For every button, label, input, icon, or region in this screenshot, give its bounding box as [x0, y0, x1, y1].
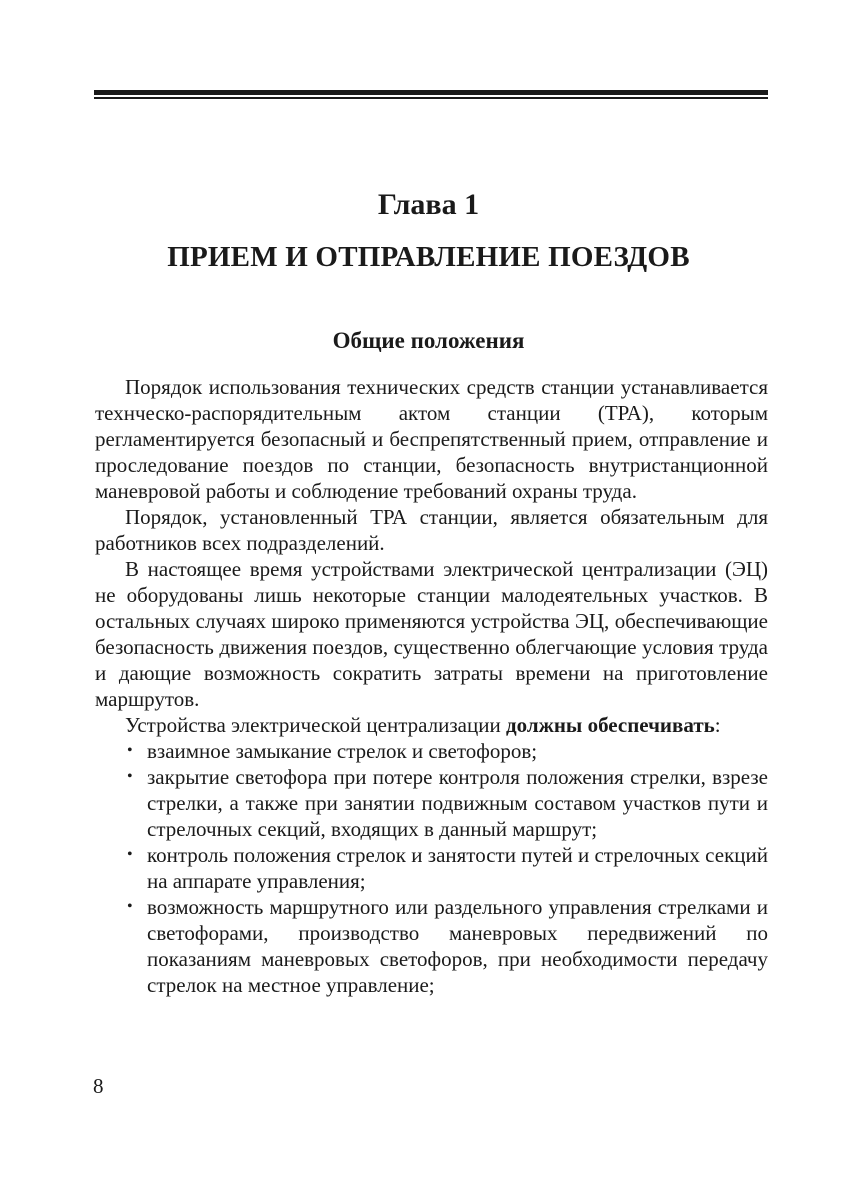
page-number: 8	[93, 1074, 104, 1098]
list-item-text: возможность маршрутного или раздельного управления стрелками и светофорами, производство маневровых передвижений по показаниям маневровых светофоров, при необходимости передачу стрелок на местное управление;	[147, 895, 768, 997]
bullet-icon: •	[127, 898, 133, 915]
requirements-list	[95, 738, 768, 998]
paragraph-ec-requirements	[95, 712, 768, 738]
bullet-icon: •	[127, 846, 133, 863]
section-title: Общие положения	[332, 328, 525, 353]
paragraph-tra-mandatory: Порядок, установленный ТРА станции, является обязательным для работников всех подразделений.	[95, 505, 768, 555]
lead-prefix: Устройства электрической централизации	[125, 713, 506, 737]
list-item	[95, 764, 768, 842]
header-rule-thick	[94, 90, 768, 95]
list-item-text: закрытие светофора при потере контроля положения стрелки, взрезе стрелки, а также при занятии подвижным составом участков пути и стрелочных секций, входящих в данный маршрут;	[147, 765, 768, 841]
body-text	[95, 374, 768, 998]
list-item	[95, 738, 768, 764]
bullet-icon: •	[127, 742, 133, 759]
bullet-icon: •	[127, 768, 133, 785]
list-item-text: контроль положения стрелок и занятости путей и стрелочных секций на аппарате управления;	[147, 843, 768, 893]
lead-suffix: :	[714, 713, 721, 737]
list-item-text: взаимное замыкание стрелок и светофоров;	[147, 739, 538, 763]
chapter-title: ПРИЕМ И ОТПРАВЛЕНИЕ ПОЕЗДОВ	[167, 241, 690, 273]
lead-bold: должны обеспечивать	[505, 713, 715, 737]
chapter-number: Глава 1	[377, 188, 480, 221]
header-rule-thin	[94, 97, 768, 99]
list-item	[95, 842, 768, 894]
paragraph-ec: В настоящее время устройствами электрической централизации (ЭЦ) не оборудованы лишь некоторые станции малодеятельных участков. В остальных случаях широко применяются устройства ЭЦ, обеспечивающие безопасность движения поездов, существенно облегчающие условия труда и дающие возможность сократить затраты времени на приготовление маршрутов.	[95, 557, 768, 711]
paragraph-tra: Порядок использования технических средств станции устанавливается технческо-распорядительным актом станции (ТРА), которым регламентируется безопасный и беспрепятственный прием, отправление и проследование поездов по станции, безопасность внутристанционной маневровой работы и соблюдение требований охраны труда.	[95, 375, 768, 503]
list-item	[95, 894, 768, 998]
